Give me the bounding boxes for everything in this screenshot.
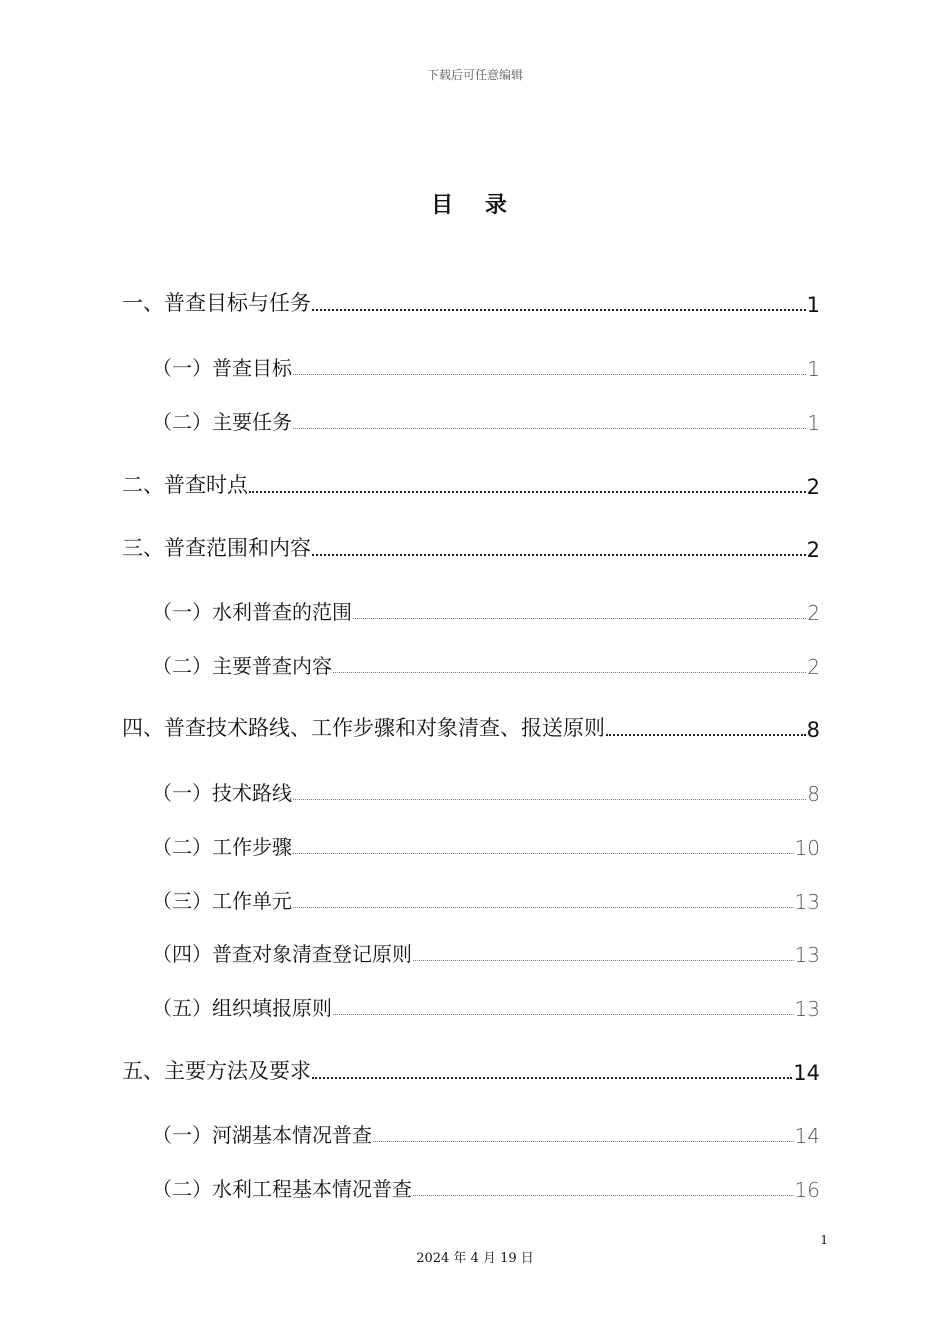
toc-entry[interactable] — [152, 351, 820, 381]
toc-leader-dots — [293, 799, 806, 800]
toc-entry[interactable] — [122, 469, 820, 499]
toc-entry-label: 二、普查时点 — [122, 473, 248, 497]
toc-entry-page: 14 — [793, 1061, 820, 1085]
toc-title: 目 录 — [431, 193, 519, 218]
toc-entry[interactable] — [152, 1118, 820, 1148]
toc-entry[interactable] — [122, 712, 820, 742]
toc-entry-page: 1 — [807, 357, 820, 381]
toc-entry[interactable] — [152, 776, 820, 806]
toc-entry-label: 三、普查范围和内容 — [122, 536, 311, 560]
toc-entry-page: 8 — [806, 718, 820, 742]
toc-entry-page: 2 — [806, 475, 820, 499]
toc-entry-label: （一）河湖基本情况普查 — [152, 1123, 372, 1147]
footer-date: 2024 年 4 月 19 日 — [416, 1251, 534, 1266]
toc-leader-dots — [312, 1077, 792, 1079]
toc-entry-page: 1 — [806, 293, 820, 317]
toc-entry[interactable] — [152, 595, 820, 625]
toc-entry-label: （二）水利工程基本情况普查 — [152, 1177, 412, 1201]
toc-leader-dots — [606, 734, 806, 736]
toc-entry-page: 13 — [794, 943, 820, 967]
toc-leader-dots — [293, 374, 806, 375]
toc-leader-dots — [333, 672, 806, 673]
toc-entry[interactable] — [152, 937, 820, 967]
toc-entry[interactable] — [122, 532, 820, 562]
toc-leader-dots — [293, 907, 794, 908]
toc-entry[interactable] — [152, 1172, 820, 1202]
toc-entry-page: 2 — [807, 655, 820, 679]
toc-entry-label: （三）工作单元 — [152, 889, 292, 913]
toc-entry-label: （二）主要普查内容 — [152, 654, 332, 678]
toc-entry-label: （一）技术路线 — [152, 781, 292, 805]
toc-entry[interactable] — [122, 287, 820, 317]
toc-entry-label: 五、主要方法及要求 — [122, 1059, 311, 1083]
toc-entry[interactable] — [152, 405, 820, 435]
toc-entry[interactable] — [152, 884, 820, 914]
toc-entry-page: 14 — [794, 1124, 820, 1148]
toc-entry-label: （五）组织填报原则 — [152, 996, 332, 1020]
toc-leader-dots — [312, 554, 806, 556]
toc-leader-dots — [373, 1141, 794, 1142]
toc-leader-dots — [333, 1014, 794, 1015]
toc-entry-label: 一、普查目标与任务 — [122, 291, 311, 315]
toc-entry-page: 10 — [794, 836, 820, 860]
toc-entry-label: （四）普查对象清查登记原则 — [152, 942, 412, 966]
toc-entry-page: 16 — [794, 1178, 820, 1202]
toc-entry-label: （二）主要任务 — [152, 410, 292, 434]
toc-leader-dots — [413, 1195, 794, 1196]
toc-entry-page: 1 — [807, 411, 820, 435]
toc-entry-label: 四、普查技术路线、工作步骤和对象清查、报送原则 — [122, 716, 605, 740]
toc-entry-page: 2 — [807, 601, 820, 625]
page-number: 1 — [820, 1233, 828, 1247]
toc-leader-dots — [353, 618, 806, 619]
toc-entry-page: 8 — [807, 782, 820, 806]
toc-entry-page: 13 — [794, 890, 820, 914]
toc-leader-dots — [249, 491, 806, 493]
toc-entry[interactable] — [152, 830, 820, 860]
toc-leader-dots — [312, 309, 806, 311]
toc-entry-label: （一）普查目标 — [152, 356, 292, 380]
toc-entry-label: （二）工作步骤 — [152, 835, 292, 859]
toc-entry[interactable] — [152, 649, 820, 679]
toc-leader-dots — [413, 960, 794, 961]
toc-leader-dots — [293, 428, 806, 429]
toc-entry-page: 13 — [794, 997, 820, 1021]
header-note: 下载后可任意编辑 — [426, 68, 523, 82]
toc-leader-dots — [293, 853, 794, 854]
toc-entry[interactable] — [122, 1055, 820, 1085]
toc-entry[interactable] — [152, 991, 820, 1021]
toc-entry-page: 2 — [806, 538, 820, 562]
toc-entry-label: （一）水利普查的范围 — [152, 600, 352, 624]
